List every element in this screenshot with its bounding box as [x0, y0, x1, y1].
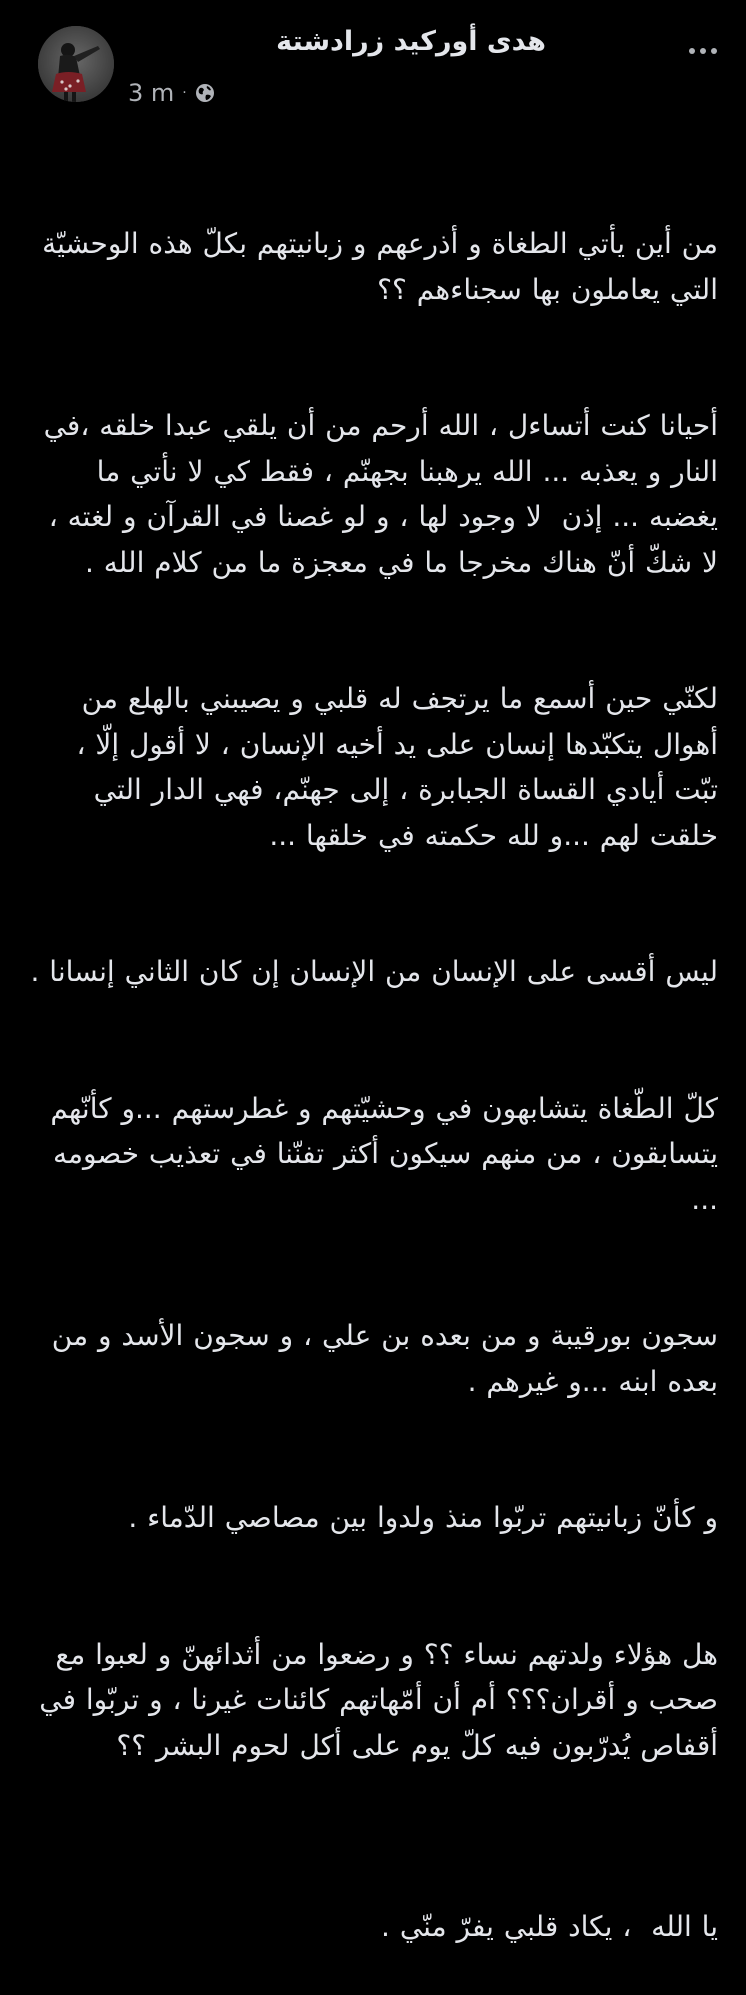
post-paragraph: سجون بورقيبة و من بعده بن علي ، و سجون الأسد و من بعده ابنه ...و غيرهم .	[41, 1319, 718, 1398]
author-name[interactable]: هدى أوركيد زرادشتة	[276, 26, 546, 57]
post-paragraph: ليس أقسى على الإنسان من الإنسان إن كان الثاني إنسانا .	[30, 955, 718, 988]
more-options-button[interactable]	[683, 36, 723, 66]
post-paragraph: كلّ الطّغاة يتشابهون في وحشيّتهم و غطرستهم ...و كأنّهم يتسابقون ، من منهم سيكون أكثر تفنّنا في تعذيب خصومه ...	[40, 1091, 718, 1216]
meta-separator: ·	[182, 85, 187, 101]
post-paragraph: أحيانا كنت أتساءل ، الله أرحم من أن يلقي عبدا خلقه ،في النار و يعذبه ... الله يرهبنا بجهنّم ، فقط كي لا نأتي ما يغضبه ... إذن لا وجود لها ، و لو غصنا في القرآن و لغته ، لا شكّ أنّ هناك مخرجا ما في معجزة ما من كلام الله .	[33, 409, 718, 579]
timestamp[interactable]: 3 m	[128, 79, 175, 107]
post-meta	[128, 78, 215, 108]
post-paragraph: لكنّي حين أسمع ما يرتجف له قلبي و يصيبني بالهلع من أهوال يتكبّدها إنسان على يد أخيه الإنسان ، لا أقول إلّا ، تبّت أيادي القساة الجبابرة ، إلى جهنّم، فهي الدار التي خلقت لهم ...و لله حكمته في خلقها ...	[66, 682, 718, 852]
globe-icon[interactable]	[195, 83, 215, 103]
avatar-image	[38, 26, 114, 102]
post-header	[0, 22, 746, 112]
avatar[interactable]	[38, 26, 114, 102]
post-body	[26, 130, 718, 1995]
post-paragraph: هل هؤلاء ولدتهم نساء ؟؟ و رضعوا من أثدائهنّ و لعبوا مع صحب و أقران؟؟؟ أم أن أمّهاتهم كائنات غيرنا ، و تربّوا في أقفاص يُدرّبون فيه كلّ يوم على أكل لحوم البشر ؟؟	[29, 1637, 718, 1762]
post-paragraph: يا الله ، يكاد قلبي يفرّ منّي .	[381, 1910, 718, 1943]
more-options-icon	[689, 48, 695, 54]
post-paragraph: من أين يأتي الطغاة و أذرعهم و زبانيتهم بكلّ هذه الوحشيّة التي يعاملون بها سجناءهم ؟؟	[32, 227, 718, 306]
post-paragraph: و كأنّ زبانيتهم تربّوا منذ ولدوا بين مصاصي الدّماء .	[128, 1501, 718, 1534]
